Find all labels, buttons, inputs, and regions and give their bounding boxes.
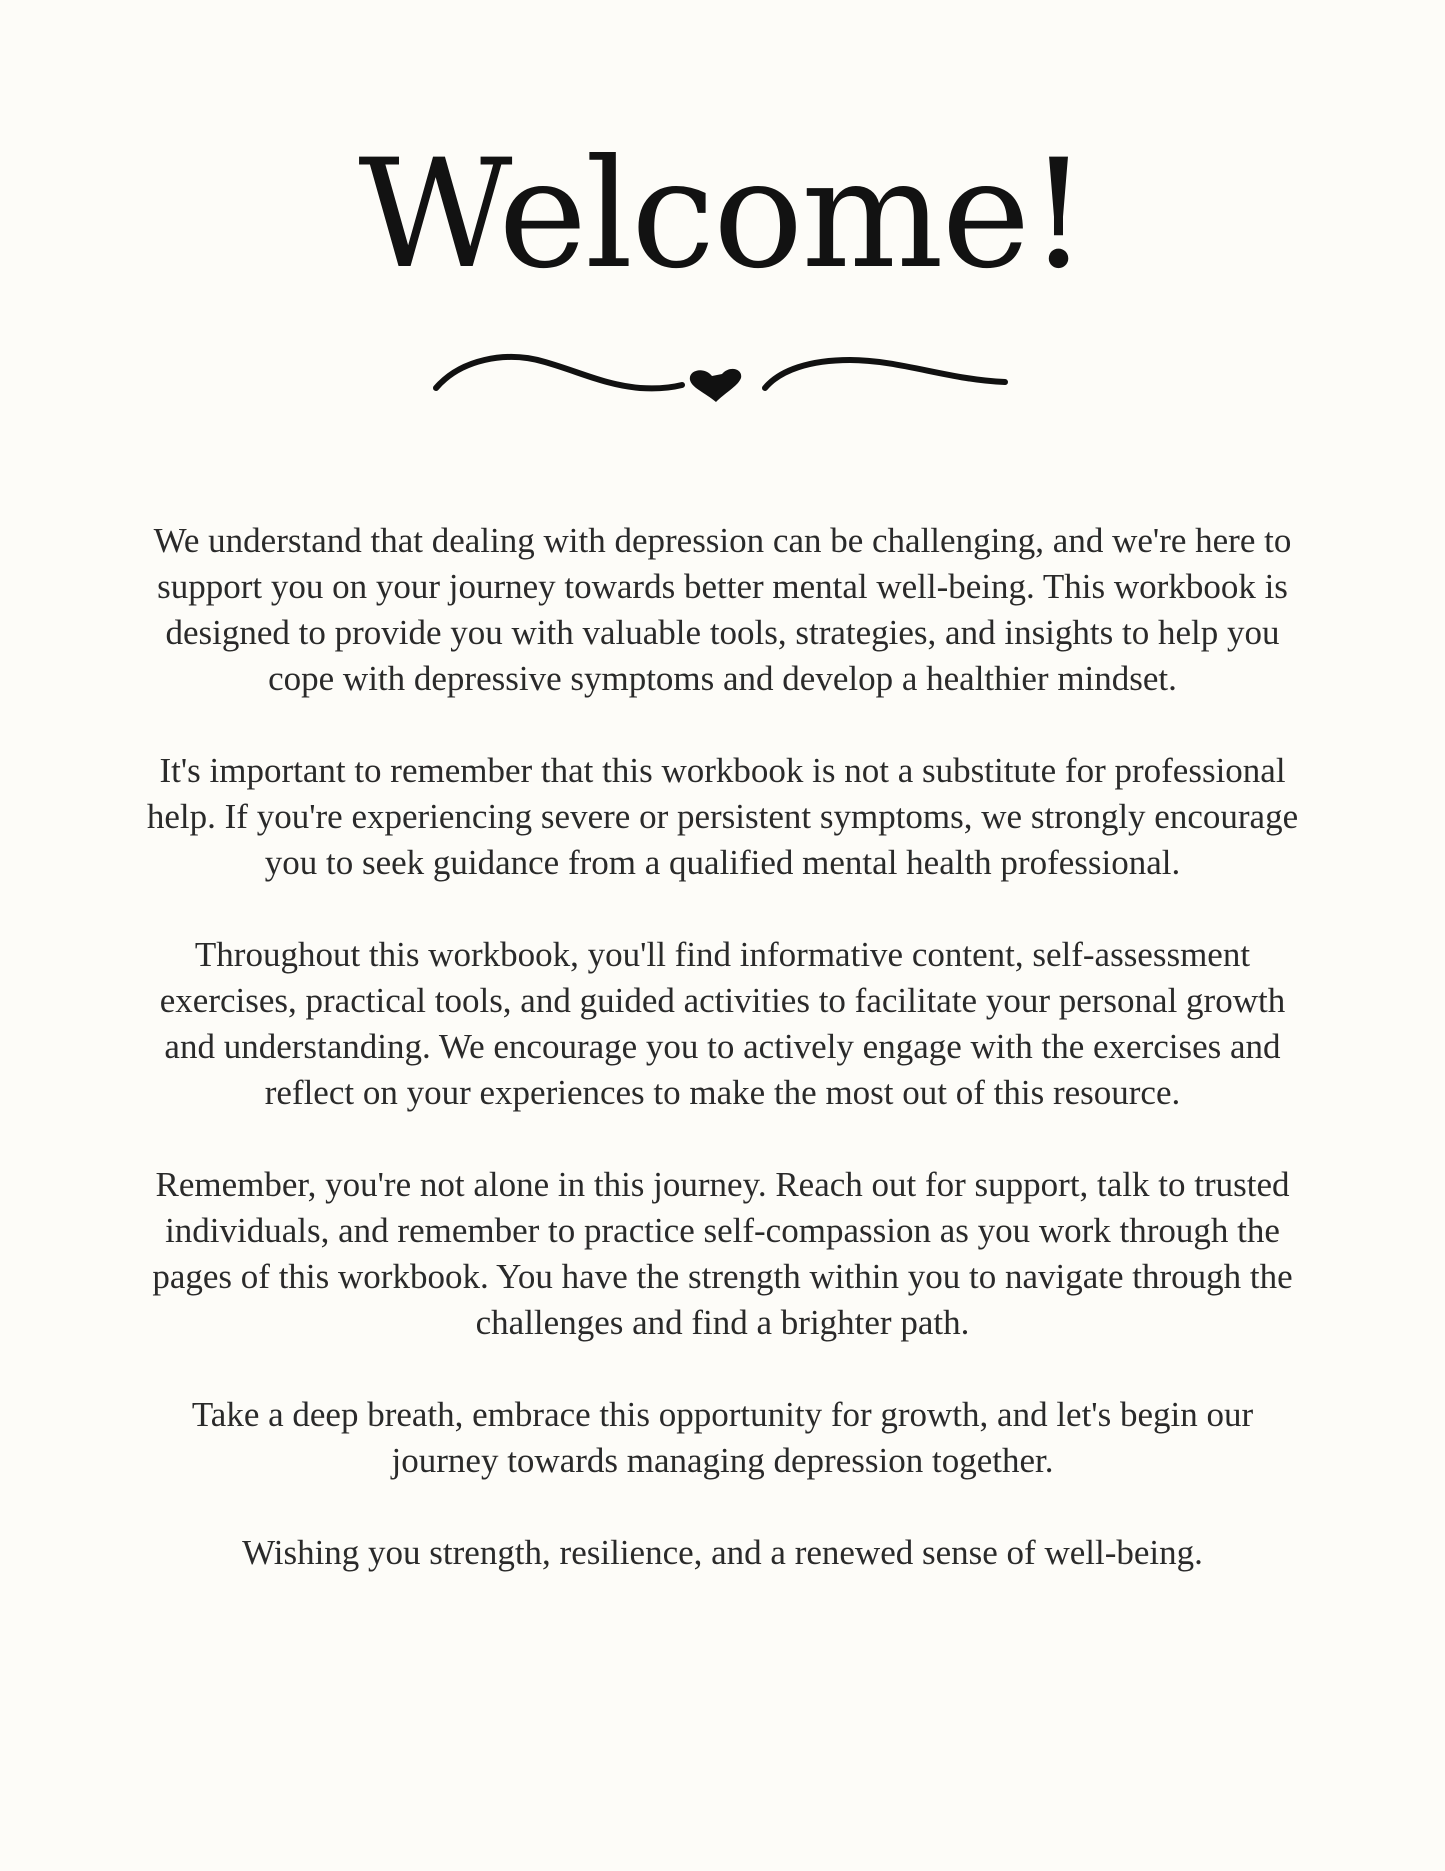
paragraph-closing: Wishing you strength, resilience, and a renewed sense of well-being.: [242, 1533, 1203, 1572]
right-swirl: [765, 360, 1005, 388]
paragraph-intro: We understand that dealing with depression can be challenging, and we're here to support you on your journey towards better mental well-being. This workbook is designed to provide you with valuable tools, strategies, and insights to help you cope with depressive symptoms and develop a healthier mindset.: [153, 521, 1292, 698]
left-swirl: [436, 357, 682, 388]
decorative-divider: [430, 340, 1015, 410]
paragraph-support: Remember, you're not alone in this journey. Reach out for support, talk to trusted individuals, and remember to practice self-compassion as you work through the pages of this workbook. You have the strength within you to navigate through the challenges and find a brighter path.: [152, 1165, 1293, 1342]
paragraph-contents: Throughout this workbook, you'll find informative content, self-assessment exercises, practical tools, and guided activities to facilitate your personal growth and understanding. We encourage you to actively engage with the exercises and reflect on your experiences to make the most out of this resource.: [159, 935, 1286, 1112]
welcome-body: [140, 518, 1305, 1576]
page-title: Welcome!: [358, 128, 1087, 302]
paragraph-disclaimer: It's important to remember that this workbook is not a substitute for professional help. If you're experiencing severe or persistent symptoms, we strongly encourage you to seek guidance from a qualified mental health professional.: [146, 751, 1299, 882]
heart-icon: [690, 369, 741, 402]
paragraph-begin: Take a deep breath, embrace this opportunity for growth, and let's begin our journey towards managing depression together.: [191, 1395, 1254, 1480]
